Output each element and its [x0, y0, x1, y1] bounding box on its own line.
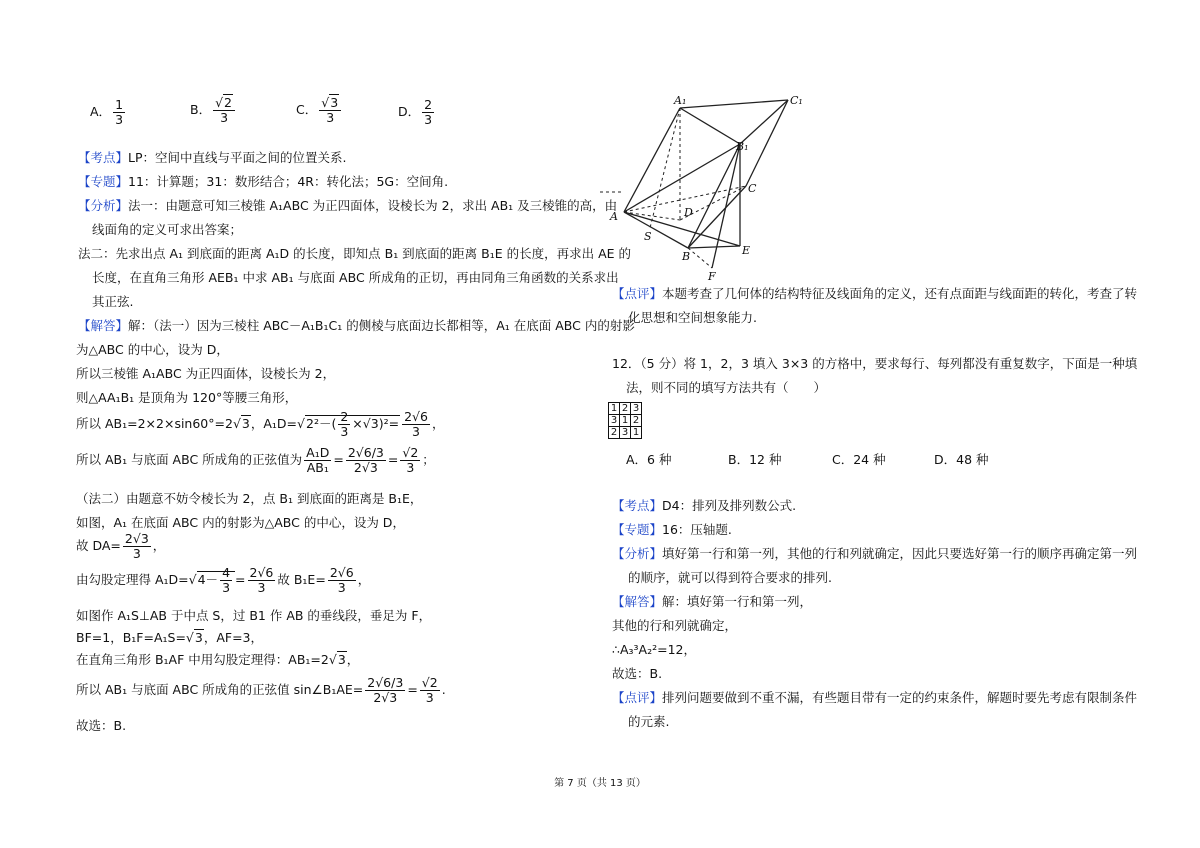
- fa2s-line-5: 如图作 A₁S⊥AB 于中点 S，过 B1 作 AB 的垂线段，垂足为 F，: [76, 608, 432, 623]
- q12-fenxi-2: 的顺序，就可以得到符合要求的排列.: [628, 570, 832, 585]
- grid-cell: 2: [609, 427, 620, 439]
- kaodian-line: 【考点】LP：空间中直线与平面之间的位置关系.: [78, 150, 347, 165]
- jieda-line-2: 为△ABC 的中心，设为 D，: [76, 342, 229, 357]
- grid-cell: 2: [631, 415, 642, 427]
- grid-cell: 3: [631, 403, 642, 415]
- label-a1: A₁: [674, 94, 687, 107]
- jieda-line-4: 则△AA₁B₁ 是顶角为 120°等腰三角形，: [76, 390, 298, 405]
- q12-dianping-2: 的元素.: [628, 714, 670, 729]
- fa2-line-1: 法二：先求出点 A₁ 到底面的距离 A₁D 的长度，即知点 B₁ 到底面的距离 B₁E 的长度，再求出 AE 的: [78, 246, 632, 261]
- fa2s-line-7: 在直角三角形 B₁AF 中用勾股定理得：AB₁=2√3，: [76, 652, 360, 667]
- option-c: C． $\frac{√3}{3}$: [296, 96, 343, 125]
- label-s: S: [644, 230, 652, 243]
- grid-row: [609, 415, 642, 427]
- label-c: C: [748, 182, 757, 195]
- fa2s-line-2: 如图，A₁ 在底面 ABC 内的射影为△ABC 的中心，设为 D，: [76, 515, 405, 530]
- fa2s-line-1: （法二）由题意不妨令棱长为 2，点 B₁ 到底面的距离是 B₁E，: [76, 491, 423, 506]
- q12-jieda-3: ∴A₃³A₂²=12，: [612, 642, 696, 657]
- zhuanti-line: 【专题】11：计算题；31：数形结合；4R：转化法；5G：空间角.: [78, 174, 449, 189]
- dianping-q11-line-2: 化思想和空间想象能力.: [628, 310, 757, 325]
- grid-cell: 1: [631, 427, 642, 439]
- option-d: D． $\frac{2}{3}$: [398, 97, 433, 127]
- option-a: A． $\frac{1}{3}$: [90, 97, 124, 127]
- q12-option-d: D．48 种: [934, 452, 989, 467]
- q12-fenxi-1: 【分析】填好第一行和第一列，其他的行和列就确定，因此只要选好第一行的顺序再确定第一列: [612, 546, 1138, 561]
- q12-stem-2: 法，则不同的填写方法共有（ ）: [626, 380, 827, 395]
- q12-kaodian: 【考点】D4：排列及排列数公式.: [612, 498, 797, 513]
- q12-jieda-1: 【解答】解：填好第一行和第一列，: [612, 594, 813, 609]
- dianping-q11-line-1: 【点评】本题考查了几何体的结构特征及线面角的定义，还有点面距与线面距的转化，考查了转: [612, 286, 1138, 301]
- fa2-line-2: 长度，在直角三角形 AEB₁ 中求 AB₁ 与底面 ABC 所成角的正切，再由同角三角函数的关系求出: [92, 270, 619, 285]
- label-c1: C₁: [790, 94, 803, 107]
- label-a: A: [610, 210, 618, 223]
- fa2s-line-4: 由勾股定理得 A₁D=√4－ $\frac{4}{3}$ = $\frac{2√6}{3}$ 故 B₁E= $\frac{2√6}{3}$ ，: [76, 565, 371, 595]
- grid-cell: 3: [609, 415, 620, 427]
- fenxi-line-1: 【分析】法一：由题意可知三棱锥 A₁ABC 为正四面体，设棱长为 2，求出 AB₁ 及三棱锥的高，由: [78, 198, 618, 213]
- jieda-line-1: 【解答】解：（法一）因为三棱柱 ABC－A₁B₁C₁ 的侧棱与底面边长都相等，A₁ 在底面 ABC 内的射影: [78, 318, 635, 333]
- q12-guxuan: 故选：B.: [612, 666, 663, 681]
- label-b: B: [682, 250, 691, 263]
- grid-cell: 1: [620, 415, 631, 427]
- fa2-line-3: 其正弦.: [92, 294, 134, 309]
- fa2s-line-6: BF=1，B₁F=A₁S=√3，AF=3，: [76, 630, 264, 645]
- prism-figure: [600, 88, 820, 284]
- q12-zhuanti: 【专题】16：压轴题.: [612, 522, 732, 537]
- q12-option-a: A．6 种: [626, 452, 672, 467]
- page-footer: 第 7 页（共 13 页）: [554, 778, 646, 789]
- label-f: F: [708, 270, 716, 283]
- jieda-line-6: 所以 AB₁ 与底面 ABC 所成角的正弦值为 $\frac{\text{A₁D}}{\text{AB₁}}$ = $\frac{2√6/3}{2√3}$ = $\frac{√2}{3}$ ；: [76, 445, 435, 475]
- q12-option-b: B．12 种: [728, 452, 782, 467]
- q12-stem-1: 12．（5 分）将 1，2，3 填入 3×3 的方格中，要求每行、每列都没有重复数字，下面是一种填: [612, 356, 1138, 371]
- option-b: B． $\frac{√2}{3}$: [190, 96, 237, 125]
- grid-cell: 3: [620, 427, 631, 439]
- jieda-line-3: 所以三棱锥 A₁ABC 为正四面体，设棱长为 2，: [76, 366, 336, 381]
- jieda-line-5: 所以 AB₁=2×2×sin60°=2√3，A₁D=√2²－( $\frac{2}{3}$ ×√3)²= $\frac{2√6}{3}$ ，: [76, 409, 445, 439]
- guxuan-q11: 故选：B.: [76, 718, 127, 733]
- grid-cell: 2: [620, 403, 631, 415]
- label-b1: B₁: [736, 140, 749, 153]
- fa2s-line-3: 故 DA= $\frac{2√3}{3}$ ，: [76, 531, 166, 561]
- q12-option-c: C．24 种: [832, 452, 886, 467]
- fa2s-line-8: 所以 AB₁ 与底面 ABC 所成角的正弦值 sin∠B₁AE= $\frac{2√6/3}{2√3}$ = $\frac{√2}{3}$ .: [76, 675, 446, 705]
- grid-row: [609, 403, 642, 415]
- grid-row: [609, 427, 642, 439]
- label-d: D: [684, 206, 693, 219]
- q12-grid: [608, 402, 642, 439]
- grid-cell: 1: [609, 403, 620, 415]
- fenxi-line-2: 线面角的定义可求出答案；: [92, 222, 243, 237]
- q12-jieda-2: 其他的行和列就确定，: [612, 618, 738, 633]
- q12-dianping-1: 【点评】排列问题要做到不重不漏，有些题目带有一定的约束条件，解题时要先考虑有限制条件: [612, 690, 1138, 705]
- label-e: E: [742, 244, 751, 257]
